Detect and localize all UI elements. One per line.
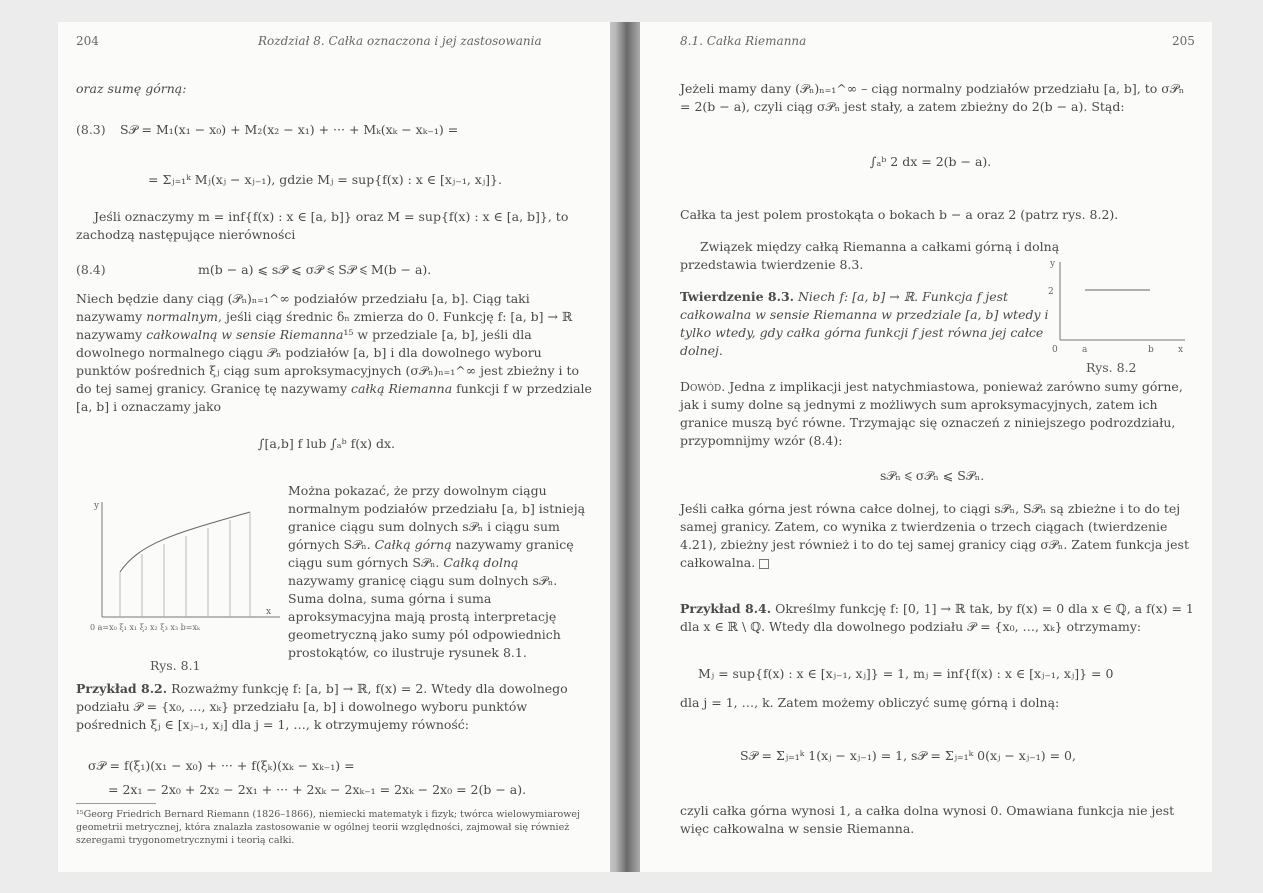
intro-text: oraz sumę górną: [76, 81, 187, 96]
eq-label: (8.4) [76, 262, 106, 277]
equation: = Σⱼ₌₁ᵏ Mⱼ(xⱼ − xⱼ₋₁), gdzie Mⱼ = sup{f(x) : x ∈ [xⱼ₋₁, xⱼ]}. [148, 172, 502, 187]
eq-label: (8.3) [76, 122, 106, 137]
example-8-4 [680, 600, 1195, 636]
y-label: y [1050, 259, 1056, 269]
term-lower-integral: Całką dolną [443, 555, 519, 570]
text-run: funkcji f w przedziale [a, b] i oznaczamy jako [76, 381, 592, 414]
right-page [640, 22, 1212, 872]
paragraph [680, 500, 1195, 572]
text-run: nazywamy granicę ciągu sum dolnych s𝒫ₙ. Suma dolna, suma górna i suma aproksymacyjna mają prostą interpretację geometryczną jako sumy pól odpowiednich prostokątów, co ilustruje rysunek 8.1. [288, 573, 561, 660]
x-label: x [1178, 345, 1184, 355]
example-text: Rozważmy funkcję f: [a, b] → ℝ, f(x) = 2. Wtedy dla dowolnego podziału 𝒫 = {x₀, …, xₖ} przedziału [a, b] i dowolnego wyboru punktów pośrednich ξⱼ ∈ [xⱼ₋₁, xⱼ] dla j = 1, …, k otrzymujemy równość: [76, 681, 568, 732]
text-run: Jeśli całka górna jest równa całce dolnej, to ciągi s𝒫ₙ, S𝒫ₙ są zbieżne i to do tej samej granicy. Zatem, co wynika z twierdzenia o trzech ciągach (twierdzenie 4.21), zbieżny jest również i to do tej samej granicy ciąg σ𝒫ₙ. Zatem funkcja jest całkowalna. [680, 501, 1189, 570]
theorem-8-3 [680, 288, 1060, 360]
text-run: ¹⁵ w przedziale [a, b], jeśli dla dowolnego normalnego ciągu 𝒫ₙ podziałów [a, b] i dla dowolnego wyboru punktów pośrednich ξⱼ ciąg sum aproksymacyjnych (σ𝒫ₙ)ₙ₌₁^∞ jest zbieżny i to do tej samej granicy. Granicę tę nazywamy [76, 327, 579, 396]
tick-labels: 0 a=x₀ ξ₁ x₁ ξ₂ x₂ ξ₃ x₃ b=xₖ [90, 623, 200, 632]
equation: m(b − a) ⩽ s𝒫 ⩽ σ𝒫 ⩽ S𝒫 ⩽ M(b − a). [198, 262, 432, 277]
term-riemann-integral: całką Riemanna [350, 381, 453, 396]
text-run: , jeśli ciąg średnic δₙ zmierza do 0. Funkcję f: [a, b] → ℝ nazywamy [76, 309, 573, 342]
footnote-rule [76, 803, 156, 804]
b-label: b [1148, 345, 1154, 355]
paragraph: dla j = 1, …, k. Zatem możemy obliczyć sumę górną i dolną: [680, 695, 1060, 710]
proof-title: Dowód. [680, 379, 726, 394]
equation: S𝒫 = M₁(x₁ − x₀) + M₂(x₂ − x₁) + ··· + Mₖ(xₖ − xₖ₋₁) = [120, 122, 459, 137]
theorem-title: Twierdzenie 8.3. [680, 289, 795, 304]
example-title: Przykład 8.4. [680, 601, 772, 616]
proof-text: Jedna z implikacji jest natychmiastowa, ponieważ zarówno sumy górne, jak i sumy dolne są jednymi z możliwych sum aproksymacyjnych, zatem ich granice muszą być równe. Trzymając się oznaczeń z niniejszego podrozdziału, przypomnijmy wzór (8.4): [680, 379, 1183, 448]
paragraph: czyli całka górna wynosi 1, a całka dolna wynosi 0. Omawiana funkcja nie jest więc całkowalna w sensie Riemanna. [680, 803, 1175, 836]
a-label: a [1082, 345, 1088, 355]
y-tick-2: 2 [1048, 287, 1054, 297]
theorem-text: Niech f: [a, b] → ℝ. Funkcja f jest całkowalna w sensie Riemanna w przedziale [a, b] wtedy i tylko wtedy, gdy całka górna funkcji f jest równa jej całce dolnej. [680, 289, 1049, 358]
paragraph: Związek między całką Riemanna a całkami górną i dolną przedstawia twierdzenie 8.3. [680, 239, 1060, 272]
equation: s𝒫ₙ ⩽ σ𝒫ₙ ⩽ S𝒫ₙ. [880, 468, 985, 483]
paragraph: Jeśli oznaczymy m = inf{f(x) : x ∈ [a, b]} oraz M = sup{f(x) : x ∈ [a, b]}, to zachodzą następujące nierówności [76, 209, 569, 242]
example-text: Określmy funkcję f: [0, 1] → ℝ tak, by f(x) = 0 dla x ∈ ℚ, a f(x) = 1 dla x ∈ ℝ \ ℚ. Wtedy dla dowolnego podziału 𝒫 = {x₀, …, xₖ} otrzymamy: [680, 601, 1194, 634]
page-number: 204 [76, 34, 99, 48]
figure-caption: Rys. 8.2 [1086, 360, 1137, 375]
example-8-2 [76, 680, 596, 734]
text-run: Można pokazać, że przy dowolnym ciągu normalnym podziałów przedziału [a, b] istnieją granice ciągu sum dolnych s𝒫ₙ i ciągu sum górnych S𝒫ₙ. [288, 483, 586, 552]
left-page [58, 22, 610, 872]
term-integrable: całkowalną w sensie Riemanna [146, 327, 344, 342]
term-upper-integral: Całką górną [374, 537, 452, 552]
function-curve [120, 512, 250, 572]
paragraph: Jeżeli mamy dany (𝒫ₙ)ₙ₌₁^∞ – ciąg normalny podziałów przedziału [a, b], to σ𝒫ₙ = 2(b − a), czyli ciąg σ𝒫ₙ jest stały, a zatem zbieżny do 2(b − a). Stąd: [680, 81, 1185, 114]
equation: S𝒫 = Σⱼ₌₁ᵏ 1(xⱼ − xⱼ₋₁) = 1, s𝒫 = Σⱼ₌₁ᵏ 0(xⱼ − xⱼ₋₁) = 0, [740, 748, 1076, 763]
footnote: ¹⁵Georg Friedrich Bernard Riemann (1826–1866), niemiecki matematyk i fizyk; twórca wielowymiarowej geometrii metrycznej, która znalazła zastosowanie w ogólnej teorii względności, zajmował się również szeregami trygonometrycznymi i teorią całki. [76, 809, 580, 846]
x-label: x [266, 607, 272, 617]
equation: ∫[a,b] f lub ∫ₐᵇ f(x) dx. [258, 436, 396, 451]
equation: σ𝒫 = f(ξ₁)(x₁ − x₀) + ··· + f(ξₖ)(xₖ − xₖ₋₁) = [88, 758, 355, 773]
figure-caption: Rys. 8.1 [150, 658, 201, 673]
example-title: Przykład 8.2. [76, 681, 168, 696]
paragraph: Całka ta jest polem prostokąta o bokach b − a oraz 2 (patrz rys. 8.2). [680, 207, 1119, 222]
origin-label: 0 [1052, 345, 1058, 355]
page-number: 205 [1172, 34, 1195, 48]
term-normal: normalnym [146, 309, 219, 324]
running-head: 8.1. Całka Riemanna [680, 34, 807, 48]
paragraph [288, 482, 588, 662]
equation: = 2x₁ − 2x₀ + 2x₂ − 2x₁ + ··· + 2xₖ − 2xₖ₋₁ = 2xₖ − 2x₀ = 2(b − a). [108, 782, 527, 797]
text-run: Niech będzie dany ciąg (𝒫ₙ)ₙ₌₁^∞ podziałów przedziału [a, b]. Ciąg taki nazywamy [76, 291, 530, 324]
qed-box-icon [759, 559, 769, 569]
figure-8-1 [80, 492, 285, 642]
text-run: nazywamy granicę ciągu sum górnych S𝒫ₙ. [288, 537, 574, 570]
equation: ∫ₐᵇ 2 dx = 2(b − a). [870, 154, 992, 169]
running-head: Rozdział 8. Całka oznaczona i jej zastosowania [258, 34, 542, 48]
paragraph [76, 290, 596, 416]
figure-8-2 [1040, 252, 1190, 362]
equation: Mⱼ = sup{f(x) : x ∈ [xⱼ₋₁, xⱼ]} = 1, mⱼ = inf{f(x) : x ∈ [xⱼ₋₁, xⱼ]} = 0 [698, 666, 1114, 681]
proof [680, 378, 1195, 450]
y-label: y [94, 501, 100, 511]
